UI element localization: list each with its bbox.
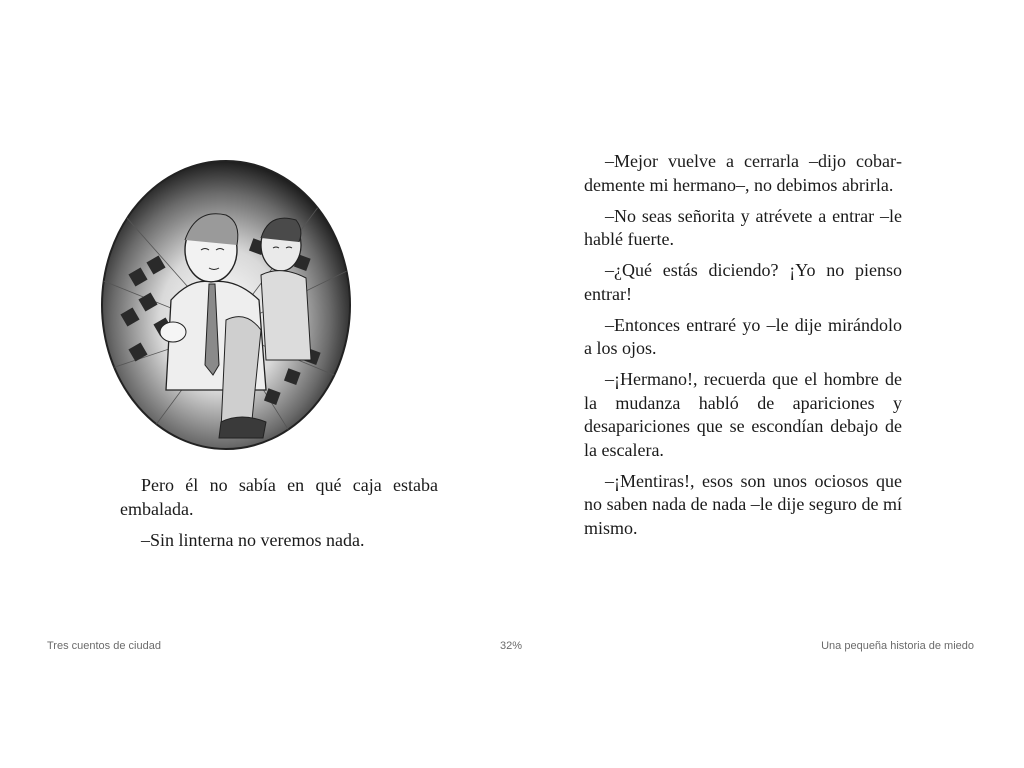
paragraph: –¡Mentiras!, esos son unos ociosos que no saben nada de nada –le dije seguro de mí mismo. xyxy=(584,470,902,538)
left-page-text xyxy=(120,474,438,560)
paragraph: –Mejor vuelve a cerrarla –dijo cobardemente mi hermano–, no debimos abrirla. xyxy=(584,151,902,195)
right-page-text xyxy=(584,150,902,548)
book-title-footer: Tres cuentos de ciudad xyxy=(47,640,161,652)
chapter-title-footer: Una pequeña historia de miedo xyxy=(821,640,974,652)
paragraph: –¿Qué estás diciendo? ¡Yo no pienso entrar! xyxy=(584,260,902,304)
paragraph: –No seas señorita y atrévete a entrar –le hablé fuerte. xyxy=(584,205,902,249)
paragraph: –Entonces entraré yo –le dije mirándolo a los ojos. xyxy=(584,314,902,358)
paragraph: Pero él no sabía en qué caja estaba embalada. xyxy=(120,475,438,519)
paragraph: –Sin linterna no veremos nada. xyxy=(141,529,365,550)
paragraph: –¡Hermano!, recuerda que el hombre de la mudanza habló de apariciones y desapariciones que se escondían debajo de la escalera. xyxy=(584,369,902,460)
reading-progress: 32% xyxy=(500,640,523,652)
story-illustration xyxy=(101,160,351,450)
